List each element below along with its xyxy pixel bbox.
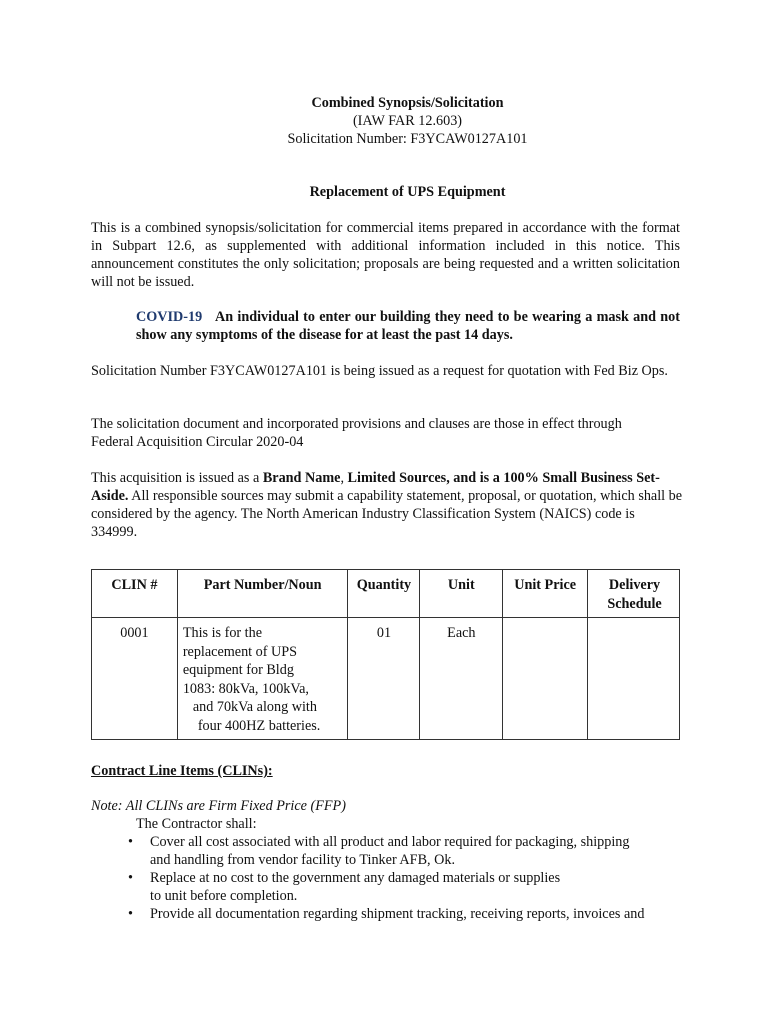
clins-heading: Contract Line Items (CLINs): <box>91 763 273 779</box>
table-row <box>92 618 680 740</box>
bullet-icon: • <box>128 870 133 886</box>
intro-paragraph: This is a combined synopsis/solicitation for commercial items prepared in accordance with the format in Subpart 12.6, as supplemented with additional information included in this notice. This announcement constitutes the only solicitation; proposals are being requested and a written solicitation will not be issued. <box>91 220 680 290</box>
acquisition-prefix: This acquisition is issued as a <box>91 470 263 486</box>
cell-unit-price <box>503 618 588 740</box>
subject-title: Replacement of UPS Equipment <box>309 184 506 200</box>
solicitation-number-header: Solicitation Number: F3YCAW0127A101 <box>287 131 528 147</box>
acquisition-comma: , <box>340 470 348 486</box>
covid-label: COVID-19 <box>136 309 203 325</box>
list-item <box>128 869 688 905</box>
bullet-line: Replace at no cost to the government any damaged materials or supplies <box>150 870 561 886</box>
acquisition-rest: All responsible sources may submit a capability statement, proposal, or quotation, which shall be considered by the agency. The North American Industry Classification System (NAICS) code is 334999. <box>91 488 683 540</box>
requirements-list <box>128 833 688 923</box>
col-header-part: Part Number/Noun <box>177 570 348 618</box>
col-header-delivery: Delivery Schedule <box>588 570 680 618</box>
bullet-icon: • <box>128 834 133 850</box>
table-header-row <box>92 570 680 618</box>
bullet-line: Cover all cost associated with all product and labor required for packaging, shipping <box>150 834 630 850</box>
cell-delivery <box>588 618 680 740</box>
document-header <box>0 94 770 148</box>
col-header-unit: Unit <box>420 570 503 618</box>
limited-sources-text: Limited Sources, and is a 100% Small Business Set-Aside. <box>91 470 660 504</box>
cell-quantity: 01 <box>348 618 420 740</box>
acquisition-paragraph <box>91 469 683 541</box>
contractor-shall: The Contractor shall: <box>136 816 257 832</box>
col-header-clin: CLIN # <box>92 570 178 618</box>
provisions-paragraph: The solicitation document and incorporated provisions and clauses are those in effect through Federal Acquisition Circular 2020-04 <box>91 416 622 450</box>
bullet-icon: • <box>128 906 133 922</box>
rfq-paragraph: Solicitation Number F3YCAW0127A101 is being issued as a request for quotation with Fed Biz Ops. <box>91 363 668 379</box>
list-item <box>128 833 688 869</box>
cell-clin: 0001 <box>92 618 178 740</box>
part-line: 1083: 80kVa, 100kVa, <box>182 680 309 697</box>
col-header-unit-price: Unit Price <box>503 570 588 618</box>
bullet-line: to unit before completion. <box>150 888 298 904</box>
part-line: This is for the <box>182 625 263 641</box>
part-line: equipment for Bldg <box>182 662 294 678</box>
clin-table <box>91 569 680 740</box>
far-reference: (IAW FAR 12.603) <box>352 113 463 129</box>
list-item <box>128 905 688 923</box>
cell-part-noun <box>177 618 348 740</box>
document-title: Combined Synopsis/Solicitation <box>311 95 504 111</box>
ffp-note: Note: All CLINs are Firm Fixed Price (FFP) <box>91 798 346 814</box>
part-line: replacement of UPS <box>182 643 298 660</box>
part-line: four 400HZ batteries. <box>197 717 321 734</box>
part-line: and 70kVa along with <box>192 699 317 715</box>
bullet-line: Provide all documentation regarding shipment tracking, receiving reports, invoices and <box>150 906 645 922</box>
brand-name-text: Brand Name <box>262 470 341 486</box>
bullet-line: and handling from vendor facility to Tinker AFB, Ok. <box>150 852 456 868</box>
covid-notice <box>136 308 680 344</box>
covid-text: An individual to enter our building they need to be wearing a mask and not show any symptoms of the disease for at least the past 14 days. <box>136 309 680 343</box>
cell-unit: Each <box>420 618 503 740</box>
col-header-quantity: Quantity <box>348 570 420 618</box>
